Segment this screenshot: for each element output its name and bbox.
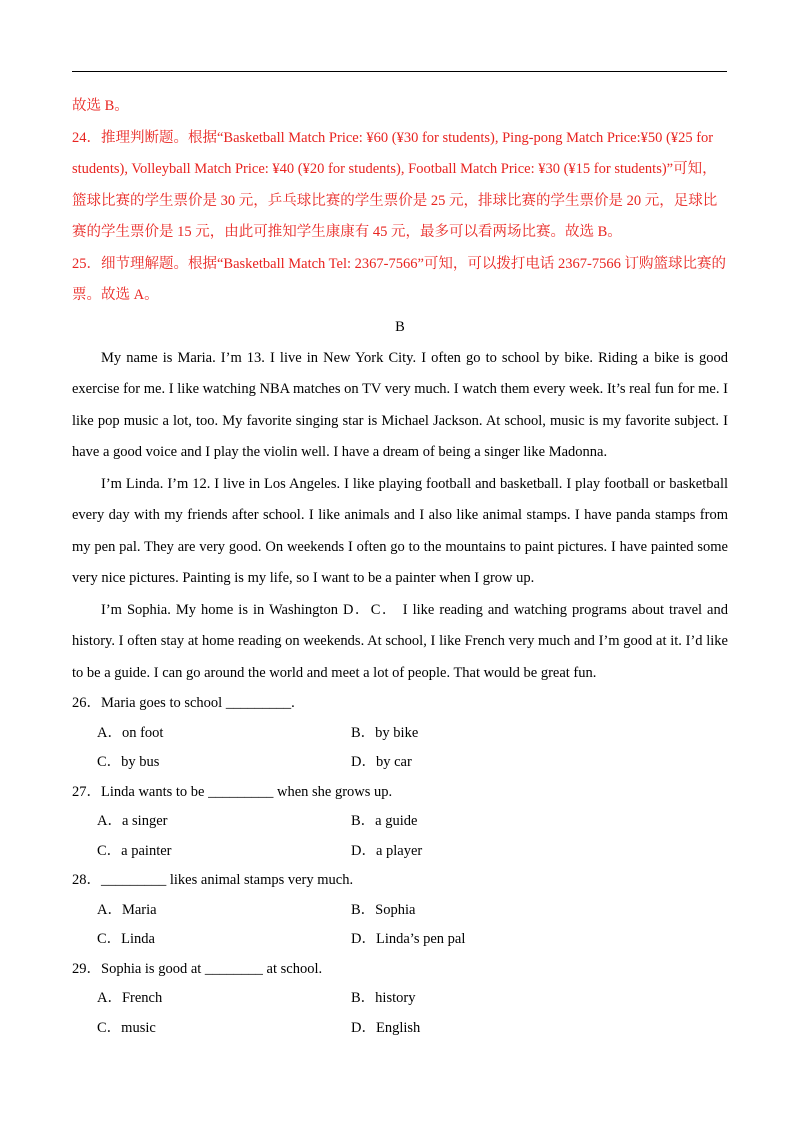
question-28 <box>72 866 728 955</box>
passage-paragraph-maria: My name is Maria. I’m 13. I live in New York City. I often go to school by bike. Riding a bike is good exercise for me. I like watching NBA matches on TV very much. I watch them every week. It’s real fun for me. I like pop music a lot, too. My favorite singing star is Michael Jackson. At school, music is my favorite subject. I have a good voice and I play the violin well. I have a dream of being a singer like Madonna. <box>72 349 728 460</box>
option-row <box>72 1014 728 1044</box>
option-d: D．by car <box>351 754 412 770</box>
question-stem: 27．Linda wants to be _________ when she grows up. <box>72 783 393 800</box>
option-row <box>72 984 728 1014</box>
option-d: D．a player <box>351 842 423 859</box>
option-row <box>72 837 728 867</box>
question-stem: 26．Maria goes to school _________. <box>72 695 295 711</box>
option-row <box>72 719 728 749</box>
answer-explanations <box>72 91 728 312</box>
answer-item-25: 25．细节理解题。根据“Basketball Match Tel: 2367-7566”可知，可以拨打电话 2367-7566 订购篮球比赛的票。故选 A。 <box>72 255 726 303</box>
option-a: A．a singer <box>97 813 168 829</box>
question-stem: 28．_________ likes animal stamps very much. <box>72 872 354 888</box>
option-a: A．on foot <box>97 724 164 741</box>
option-row <box>72 896 728 926</box>
option-row <box>72 925 728 955</box>
option-a: A．French <box>97 990 163 1006</box>
option-c: C．by bus <box>97 754 160 770</box>
option-d: D．Linda’s pen pal <box>351 931 466 947</box>
option-a: A．Maria <box>97 901 157 918</box>
option-b: B．a guide <box>351 813 418 829</box>
option-d: D．English <box>351 1019 421 1036</box>
section-heading: B <box>395 318 405 335</box>
reading-passage <box>72 343 728 690</box>
question-27 <box>72 778 728 867</box>
question-stem: 29．Sophia is good at ________ at school. <box>72 960 323 977</box>
question-29 <box>72 955 728 1044</box>
option-row <box>72 807 728 837</box>
header-rule <box>72 71 727 72</box>
option-b: B．Sophia <box>351 901 416 918</box>
option-c: C．music <box>97 1019 156 1036</box>
option-c: C．a painter <box>97 842 172 859</box>
option-c: C．Linda <box>97 931 155 947</box>
passage-paragraph-sophia: I’m Sophia. My home is in Washington D．C． I like reading and watching programs about travel and history. I often stay at home reading on weekends. At school, I like French very much and I’m good at it. I’d like to be a guide. I can go around the world and meet a lot of people. That would be great fun. <box>72 601 728 681</box>
document-page <box>72 91 728 1043</box>
option-row <box>72 748 728 778</box>
option-b: B．by bike <box>351 724 419 741</box>
passage-paragraph-linda: I’m Linda. I’m 12. I live in Los Angeles. I like playing football and basketball. I play football or basketball every day with my friends after school. I like animals and I also like animal stamps. I have panda stamps from my pen pal. They are very good. On weekends I often go to the mountains to paint pictures. I have painted some very nice pictures. Painting is my life, so I want to be a painter when I grow up. <box>72 475 728 586</box>
option-b: B．history <box>351 990 416 1006</box>
question-list <box>72 689 728 1043</box>
answer-line-23-conclusion: 故选 B。 <box>72 98 129 114</box>
answer-item-24: 24．推理判断题。根据“Basketball Match Price: ¥60 (¥30 for students), Ping-pong Match Price:¥50 (¥25 for students), Volleyball Match Price: ¥40 (¥20 for students), Football Match Price: ¥30 (¥15 for students)”可知，篮球比赛的学生票价是 30 元，乒乓球比赛的学生票价是 25 元，排球比赛的学生票价是 20 元，足球比赛的学生票价是 15 元，由此可推知学生康康有 45 元，最多可以看两场比赛。故选 B。 <box>72 129 718 240</box>
question-26 <box>72 689 728 778</box>
